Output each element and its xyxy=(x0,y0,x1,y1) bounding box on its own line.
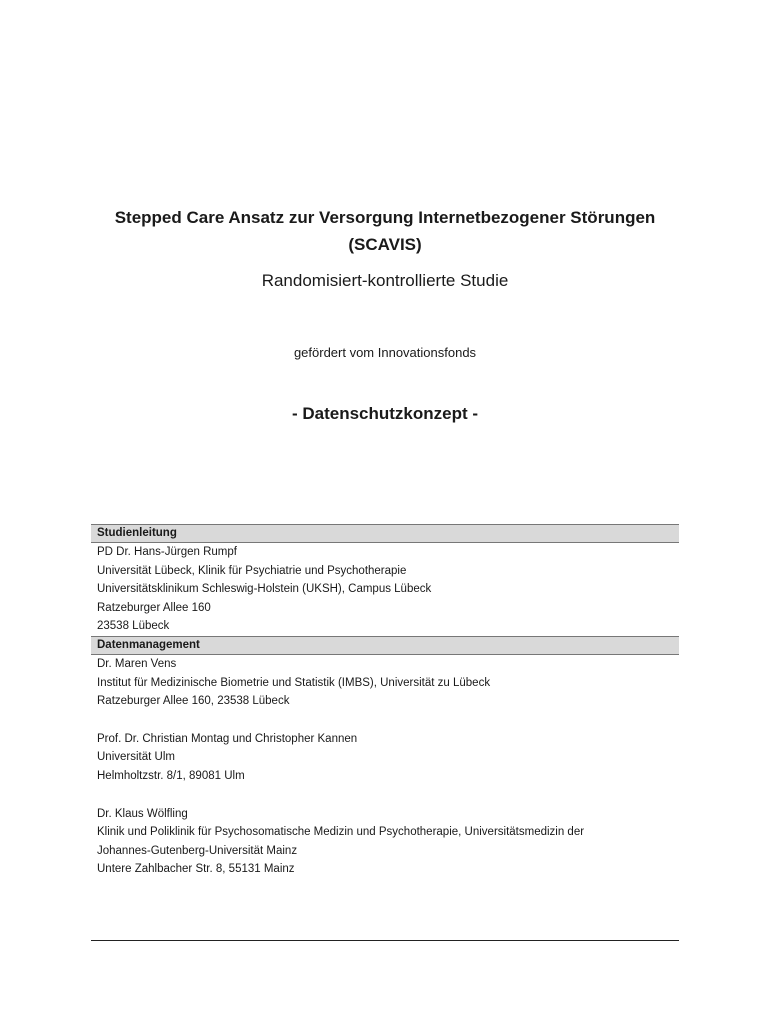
contact-line: Institut für Medizinische Biometrie und Statistik (IMBS), Universität zu Lübeck xyxy=(97,676,491,689)
spacer xyxy=(91,711,679,730)
contact-line: Universitätsklinikum Schleswig-Holstein (UKSH), Campus Lübeck xyxy=(97,583,432,596)
contact-line: Prof. Dr. Christian Montag und Christopher Kannen xyxy=(97,732,358,745)
footer-divider xyxy=(91,940,679,941)
document-subtitle: Randomisiert-kontrollierte Studie xyxy=(261,271,509,290)
contact-line: Johannes-Gutenberg-Universität Mainz xyxy=(97,844,298,857)
contact-line: Ratzeburger Allee 160, 23538 Lübeck xyxy=(97,695,290,708)
contact-line: Klinik und Poliklinik für Psychosomatische Medizin und Psychotherapie, Universitätsmedizin der xyxy=(97,826,585,839)
contact-line: Universität Lübeck, Klinik für Psychiatrie und Psychotherapie xyxy=(97,564,407,577)
contact-line: Untere Zahlbacher Str. 8, 55131 Mainz xyxy=(97,863,295,876)
document-title-line2: (SCAVIS) xyxy=(348,235,422,254)
contact-line: PD Dr. Hans-Jürgen Rumpf xyxy=(97,546,237,558)
contact-line: Dr. Maren Vens xyxy=(97,657,177,670)
contact-line: Universität Ulm xyxy=(97,751,175,764)
document-type-heading: - Datenschutzkonzept - xyxy=(291,404,479,423)
contacts-table xyxy=(91,524,679,879)
contact-line: Helmholtzstr. 8/1, 89081 Ulm xyxy=(97,769,245,782)
section-header-datenmanagement: Datenmanagement xyxy=(91,636,679,655)
contact-line: Ratzeburger Allee 160 xyxy=(97,601,211,614)
document-title-line1: Stepped Care Ansatz zur Versorgung Internetbezogener Störungen xyxy=(114,208,656,227)
spacer xyxy=(91,786,679,805)
section-header-studienleitung: Studienleitung xyxy=(91,524,679,543)
document-title xyxy=(0,204,770,258)
contact-line: Dr. Klaus Wölfling xyxy=(97,807,188,820)
funding-note: gefördert vom Innovationsfonds xyxy=(293,345,477,360)
contact-line: 23538 Lübeck xyxy=(97,620,170,633)
